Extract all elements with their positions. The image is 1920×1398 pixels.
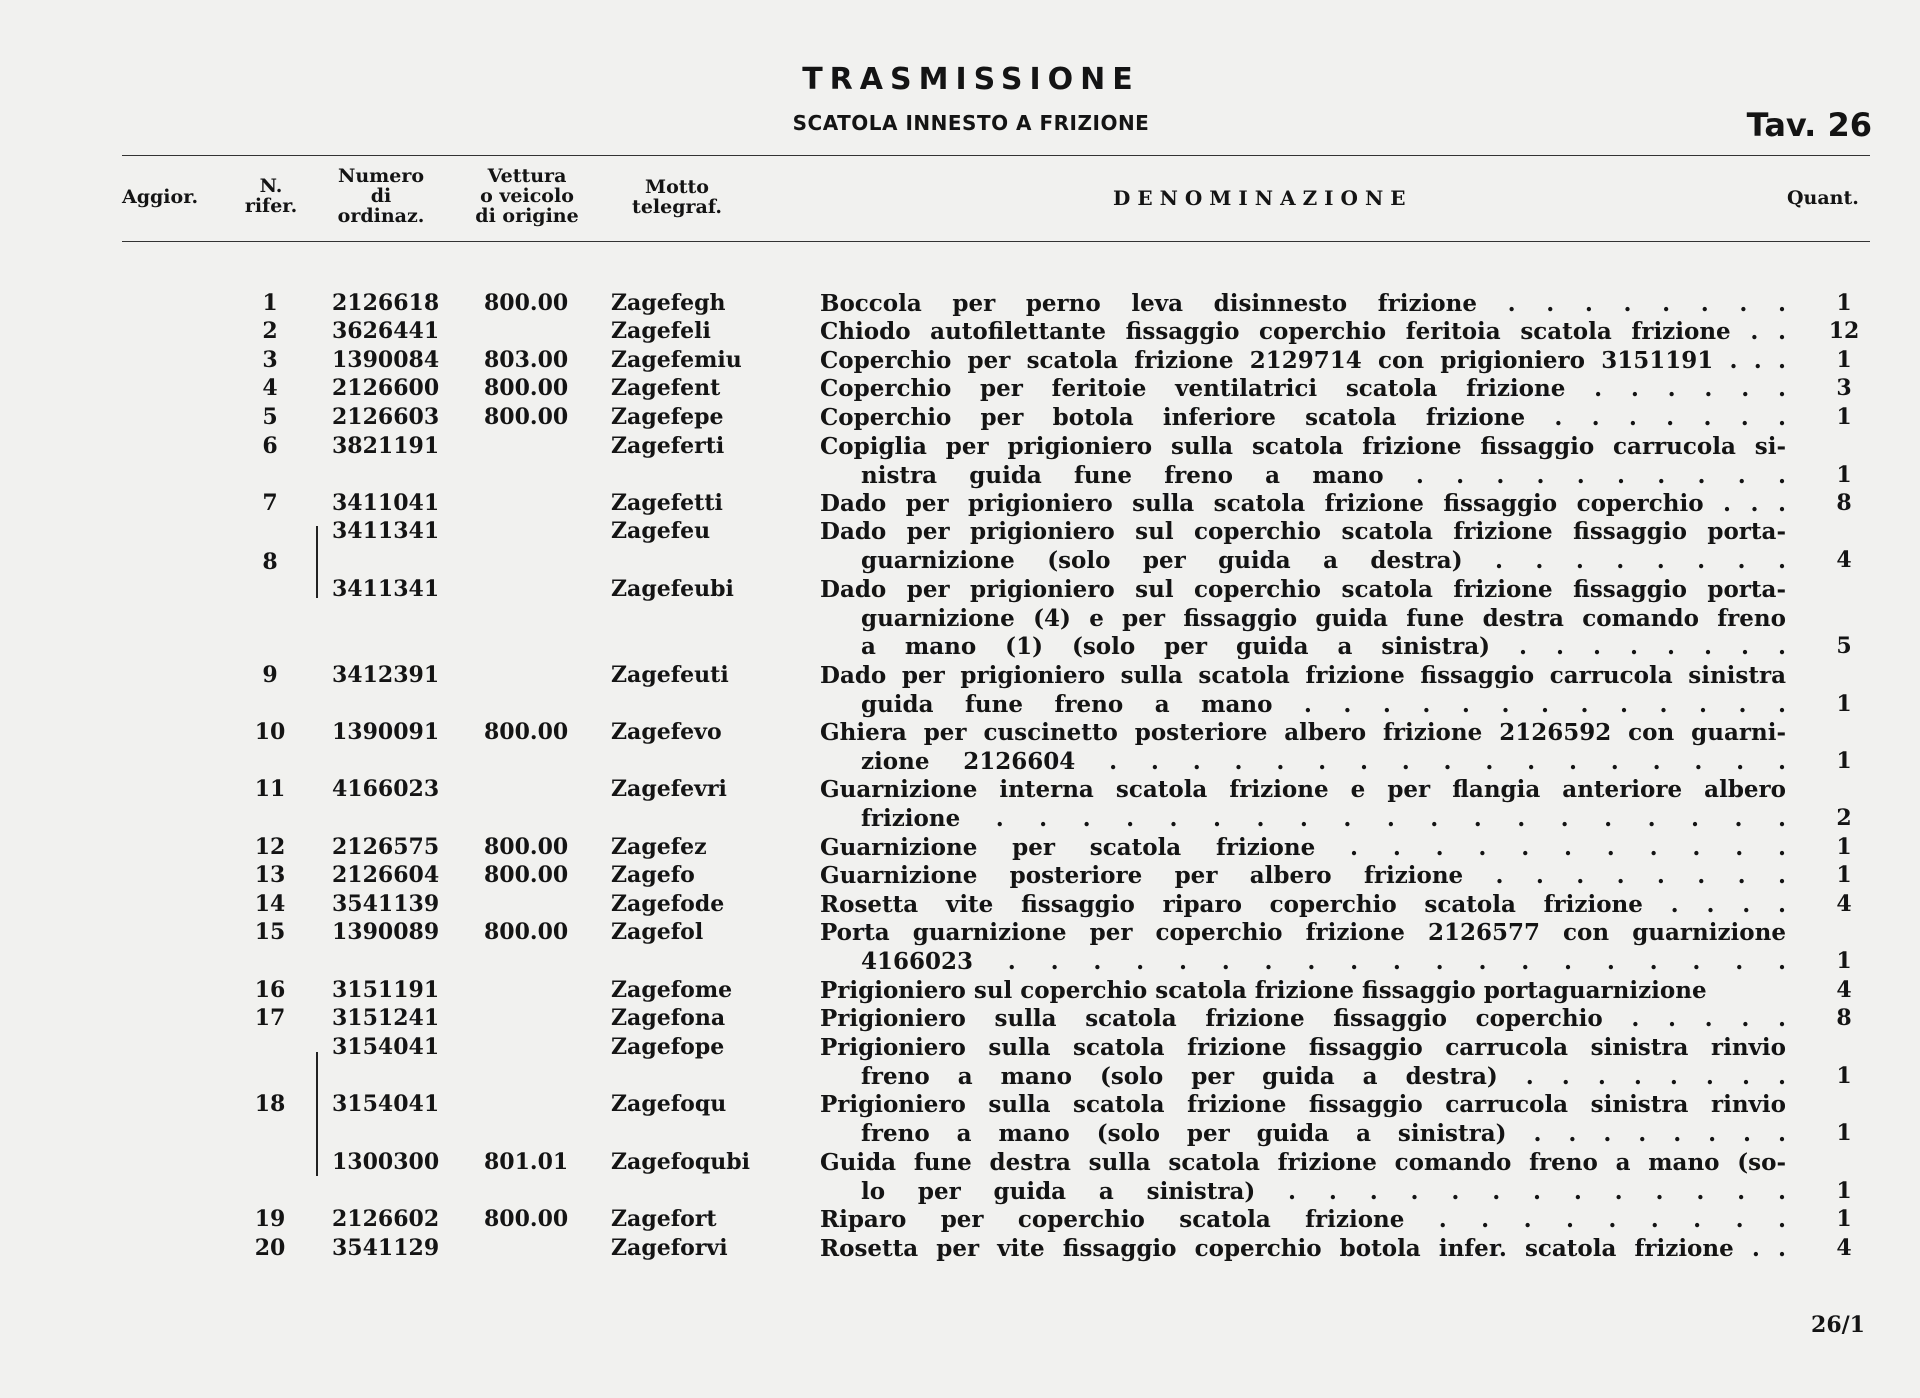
vehicle-origin: 801.01	[484, 1149, 569, 1175]
vehicle-origin: 803.00	[484, 347, 569, 373]
page-subtitle: SCATOLA INNESTO A FRIZIONE	[792, 111, 1150, 135]
description-line: Chiodo autofilettante fissaggio coperchio feritoia scatola frizione . .	[820, 318, 1786, 345]
telegraph-code: Zagefez	[611, 834, 707, 860]
vehicle-origin: 800.00	[484, 719, 569, 745]
description-line: zione 2126604 . . . . . . . . . . . . . . . . .	[861, 747, 1786, 775]
order-number: 3154041	[332, 1034, 440, 1060]
telegraph-code: Zagefemiu	[611, 347, 742, 373]
ref-number: 17	[254, 1005, 286, 1031]
ref-number: 6	[262, 433, 278, 459]
order-number: 2126575	[332, 834, 440, 860]
table-reference: Tav. 26	[1746, 106, 1872, 144]
order-number: 3411341	[332, 576, 440, 602]
telegraph-code: Zagefode	[611, 891, 725, 917]
vehicle-origin: 800.00	[484, 375, 569, 401]
header-rule-bottom	[122, 241, 1870, 242]
column-header-motto-line1: Motto	[645, 176, 709, 198]
order-number: 2126618	[332, 290, 440, 316]
telegraph-code: Zagefo	[611, 862, 695, 888]
order-number: 3151191	[332, 977, 440, 1003]
description-line: Prigioniero sulla scatola frizione fissaggio coperchio . . . . .	[820, 1005, 1786, 1032]
column-header-vettura-line1: Vettura	[487, 165, 567, 187]
ref-number: 3	[262, 347, 278, 373]
telegraph-code: Zagefoqu	[611, 1091, 727, 1117]
ref-number: 9	[262, 662, 278, 688]
description-line: Ghiera per cuscinetto posteriore albero frizione 2126592 con guarni-	[820, 719, 1786, 746]
telegraph-code: Zagefetti	[611, 490, 723, 516]
ref-number: 2	[262, 318, 278, 344]
column-header-numero-line1: Numero	[337, 165, 425, 187]
order-number: 2126604	[332, 862, 440, 888]
ref-number: 10	[254, 719, 286, 745]
description-line: 4166023 . . . . . . . . . . . . . . . . . . .	[861, 947, 1786, 975]
description-line: lo per guida a sinistra) . . . . . . . . . . . . .	[861, 1177, 1786, 1205]
telegraph-code: Zagefome	[611, 977, 733, 1003]
quantity: 5	[1836, 633, 1852, 660]
telegraph-code: Zageferti	[611, 433, 725, 459]
telegraph-code: Zagefeli	[611, 318, 711, 344]
column-header-nrifer	[236, 176, 306, 216]
ref-number: 18	[254, 1091, 286, 1117]
ref-number: 20	[254, 1235, 286, 1261]
description-line: Prigioniero sulla scatola frizione fissaggio carrucola sinistra rinvio	[820, 1091, 1786, 1118]
telegraph-code: Zagefope	[611, 1034, 725, 1060]
description-line: freno a mano (solo per guida a sinistra) . . . . . . . .	[861, 1119, 1786, 1147]
ref-number: 11	[254, 776, 286, 802]
column-header-vettura-line3: di origine	[475, 205, 579, 227]
bracket-group-18	[316, 1052, 318, 1176]
description-line: Prigioniero sulla scatola frizione fissaggio carrucola sinistra rinvio	[820, 1034, 1786, 1061]
telegraph-code: Zageforvi	[611, 1235, 728, 1261]
quantity: 4	[1836, 891, 1852, 917]
group-label-8: 8	[262, 549, 278, 575]
ref-number: 5	[262, 404, 278, 430]
order-number: 3541139	[332, 891, 440, 917]
telegraph-code: Zagefeuti	[611, 662, 729, 688]
vehicle-origin: 800.00	[484, 862, 569, 888]
column-header-aggior: Aggior.	[122, 186, 199, 208]
telegraph-code: Zagefeubi	[611, 576, 734, 602]
quantity: 4	[1836, 1235, 1852, 1261]
telegraph-code: Zagefoqubi	[611, 1149, 750, 1175]
description-line: guida fune freno a mano . . . . . . . . . . . . .	[861, 690, 1786, 718]
order-number: 3821191	[332, 433, 440, 459]
column-header-numero-line3: ordinaz.	[337, 205, 425, 227]
telegraph-code: Zagefona	[611, 1005, 726, 1031]
ref-number: 1	[262, 290, 278, 316]
quantity: 1	[1836, 1119, 1852, 1146]
description-line: guarnizione (4) e per fissaggio guida fune destra comando freno	[861, 604, 1786, 632]
ref-number: 12	[254, 834, 286, 860]
description-line: Dado per prigioniero sul coperchio scatola frizione fissaggio porta-	[820, 576, 1786, 603]
description-line: Dado per prigioniero sulla scatola frizione fissaggio carrucola sinistra	[820, 662, 1786, 689]
column-header-motto-line2: telegraf.	[632, 196, 722, 218]
description-line: Rosetta per vite fissaggio coperchio botola infer. scatola frizione . .	[820, 1235, 1786, 1262]
vehicle-origin: 800.00	[484, 834, 569, 860]
order-number: 1390084	[332, 347, 440, 373]
column-header-numero	[326, 166, 436, 226]
vehicle-origin: 800.00	[484, 919, 569, 945]
column-header-motto	[617, 177, 737, 217]
quantity: 4	[1836, 977, 1852, 1003]
description-line: Prigioniero sul coperchio scatola frizione fissaggio portaguarnizione	[820, 977, 1707, 1004]
quantity: 1	[1836, 690, 1852, 717]
ref-number: 19	[254, 1206, 286, 1232]
telegraph-code: Zagefevri	[611, 776, 727, 802]
description-line: guarnizione (solo per guida a destra) . . . . . . . .	[861, 546, 1786, 574]
ref-number: 15	[254, 919, 286, 945]
order-number: 3411041	[332, 490, 440, 516]
column-header-numero-line2: di	[370, 185, 392, 207]
column-header-quant: Quant.	[1787, 187, 1859, 209]
description-line: Porta guarnizione per coperchio frizione 2126577 con guarnizione	[820, 919, 1786, 946]
description-line: Copiglia per prigioniero sulla scatola frizione fissaggio carrucola si-	[820, 433, 1786, 460]
ref-number: 16	[254, 977, 286, 1003]
order-number: 3154041	[332, 1091, 440, 1117]
vehicle-origin: 800.00	[484, 404, 569, 430]
ref-number: 14	[254, 891, 286, 917]
telegraph-code: Zagefeu	[611, 518, 711, 544]
quantity: 2	[1836, 804, 1852, 831]
ref-number: 4	[262, 375, 278, 401]
telegraph-code: Zagefent	[611, 375, 721, 401]
quantity: 1	[1836, 862, 1852, 888]
ref-number: 7	[262, 490, 278, 516]
telegraph-code: Zagefepe	[611, 404, 724, 430]
description-line: Riparo per coperchio scatola frizione . . . . . . . . .	[820, 1206, 1786, 1233]
description-line: Guarnizione interna scatola frizione e per flangia anteriore albero	[820, 776, 1786, 803]
quantity: 1	[1836, 1206, 1852, 1232]
quantity: 3	[1836, 375, 1852, 401]
quantity: 8	[1836, 490, 1852, 516]
order-number: 2126603	[332, 404, 440, 430]
description-line: Guarnizione posteriore per albero frizione . . . . . . . .	[820, 862, 1786, 889]
quantity: 1	[1836, 347, 1852, 373]
quantity: 1	[1836, 947, 1852, 974]
vehicle-origin: 800.00	[484, 1206, 569, 1232]
header-rule-top	[122, 155, 1870, 156]
page-number: 26/1	[1811, 1312, 1865, 1338]
description-line: Guarnizione per scatola frizione . . . . . . . . . . .	[820, 834, 1786, 861]
ref-number: 13	[254, 862, 286, 888]
quantity: 1	[1836, 834, 1852, 860]
quantity: 1	[1836, 461, 1852, 488]
description-line: freno a mano (solo per guida a destra) . . . . . . . .	[861, 1062, 1786, 1090]
order-number: 3626441	[332, 318, 440, 344]
telegraph-code: Zagefegh	[611, 290, 726, 316]
quantity: 1	[1836, 1177, 1852, 1204]
order-number: 4166023	[332, 776, 440, 802]
quantity: 8	[1836, 1005, 1852, 1031]
order-number: 3541129	[332, 1235, 440, 1261]
order-number: 3411341	[332, 518, 440, 544]
description-line: Coperchio per scatola frizione 2129714 con prigioniero 3151191 . . .	[820, 347, 1786, 374]
order-number: 1300300	[332, 1149, 440, 1175]
description-line: frizione . . . . . . . . . . . . . . . . . . .	[861, 804, 1786, 832]
description-line: Coperchio per botola inferiore scatola frizione . . . . . . .	[820, 404, 1786, 431]
telegraph-code: Zagefort	[611, 1206, 717, 1232]
column-header-vettura-line2: o veicolo	[480, 185, 574, 207]
telegraph-code: Zagefol	[611, 919, 704, 945]
telegraph-code: Zagefevo	[611, 719, 722, 745]
description-line: Dado per prigioniero sul coperchio scatola frizione fissaggio porta-	[820, 518, 1786, 545]
vehicle-origin: 800.00	[484, 290, 569, 316]
quantity: 12	[1828, 318, 1860, 344]
order-number: 3151241	[332, 1005, 440, 1031]
description-line: Coperchio per feritoie ventilatrici scatola frizione . . . . . .	[820, 375, 1786, 402]
quantity: 4	[1836, 546, 1852, 573]
column-header-vettura	[462, 166, 592, 226]
column-header-nrifer-line1: N.	[259, 175, 283, 197]
bracket-group-8	[316, 526, 318, 598]
description-line: Dado per prigioniero sulla scatola frizione fissaggio coperchio . . .	[820, 490, 1786, 517]
order-number: 2126602	[332, 1206, 440, 1232]
description-line: a mano (1) (solo per guida a sinistra) . . . . . . . .	[861, 633, 1786, 661]
column-header-denominazione: DENOMINAZIONE	[1113, 186, 1413, 210]
page-title: TRASMISSIONE	[802, 62, 1140, 97]
column-header-nrifer-line2: rifer.	[244, 195, 298, 217]
description-line: Rosetta vite fissaggio riparo coperchio scatola frizione . . . .	[820, 891, 1786, 918]
order-number: 1390091	[332, 719, 440, 745]
description-line: nistra guida fune freno a mano . . . . . . . . . .	[861, 461, 1786, 489]
description-line: Boccola per perno leva disinnesto frizione . . . . . . . .	[820, 290, 1786, 317]
order-number: 2126600	[332, 375, 440, 401]
quantity: 1	[1836, 290, 1852, 316]
order-number: 1390089	[332, 919, 440, 945]
quantity: 1	[1836, 1062, 1852, 1089]
order-number: 3412391	[332, 662, 440, 688]
quantity: 1	[1836, 747, 1852, 774]
quantity: 1	[1836, 404, 1852, 430]
description-line: Guida fune destra sulla scatola frizione comando freno a mano (so-	[820, 1149, 1786, 1176]
